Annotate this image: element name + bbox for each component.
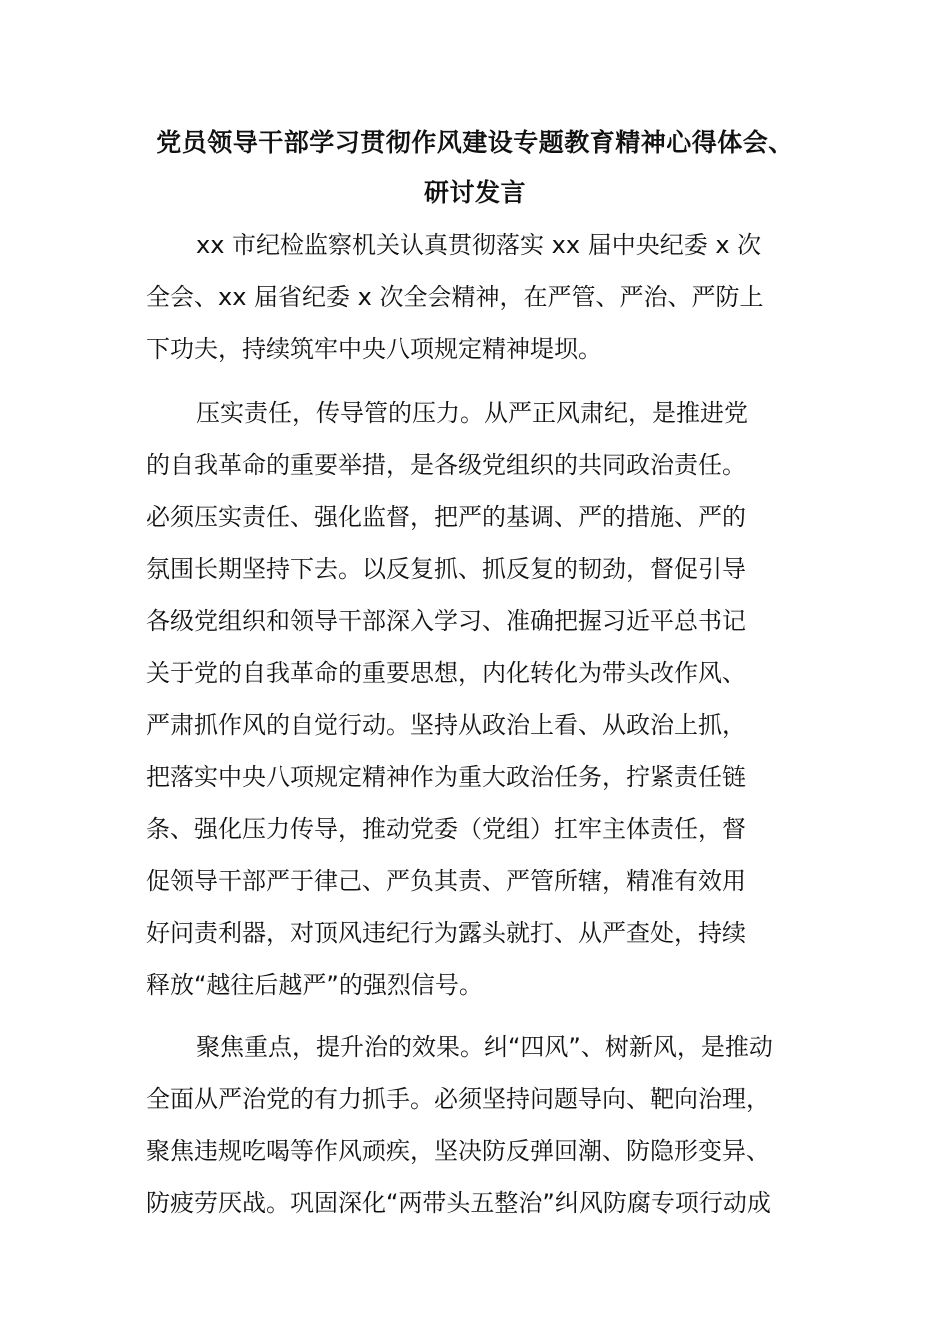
paragraph-line: 氛围长期坚持下去。以反复抓、抓反复的韧劲，督促引导 bbox=[146, 555, 746, 583]
document-title-line-1: 党员领导干部学习贯彻作风建设专题教育精神心得体会、 bbox=[156, 128, 794, 157]
paragraph-line: 防疲劳厌战。巩固深化“两带头五整治”纠风防腐专项行动成 bbox=[146, 1189, 771, 1217]
paragraph-line: 好问责利器，对顶风违纪行为露头就打、从严查处，持续 bbox=[146, 919, 746, 947]
paragraph-line: 压实责任，传导管的压力。从严正风肃纪，是推进党 bbox=[196, 399, 748, 427]
paragraph-line: 关于党的自我革命的重要思想，内化转化为带头改作风、 bbox=[146, 659, 746, 687]
paragraph-line: 全会、xx 届省纪委 x 次全会精神，在严管、严治、严防上 bbox=[146, 283, 764, 311]
paragraph-line: 全面从严治党的有力抓手。必须坚持问题导向、靶向治理， bbox=[146, 1085, 770, 1113]
paragraph-line: 把落实中央八项规定精神作为重大政治任务，拧紧责任链 bbox=[146, 763, 746, 791]
paragraph-line: 必须压实责任、强化监督，把严的基调、严的措施、严的 bbox=[146, 503, 746, 531]
paragraph-line: 条、强化压力传导，推动党委（党组）扛牢主体责任，督 bbox=[146, 815, 746, 843]
paragraph-line: 聚焦违规吃喝等作风顽疾，坚决防反弹回潮、防隐形变异、 bbox=[146, 1137, 770, 1165]
paragraph-line: 释放“越往后越严”的强烈信号。 bbox=[146, 971, 483, 999]
paragraph-line: 促领导干部严于律己、严负其责、严管所辖，精准有效用 bbox=[146, 867, 746, 895]
paragraph-line: 各级党组织和领导干部深入学习、准确把握习近平总书记 bbox=[146, 607, 746, 635]
paragraph-line: 严肃抓作风的自觉行动。坚持从政治上看、从政治上抓， bbox=[146, 711, 746, 739]
paragraph-line: 聚焦重点，提升治的效果。纠“四风”、树新风，是推动 bbox=[196, 1033, 773, 1061]
paragraph-line: 的自我革命的重要举措，是各级党组织的共同政治责任。 bbox=[146, 451, 746, 479]
paragraph-line: xx 市纪检监察机关认真贯彻落实 xx 届中央纪委 x 次 bbox=[196, 231, 762, 259]
document-title-line-2: 研讨发言 bbox=[423, 178, 526, 207]
paragraph-line: 下功夫，持续筑牢中央八项规定精神堤坝。 bbox=[146, 335, 602, 363]
